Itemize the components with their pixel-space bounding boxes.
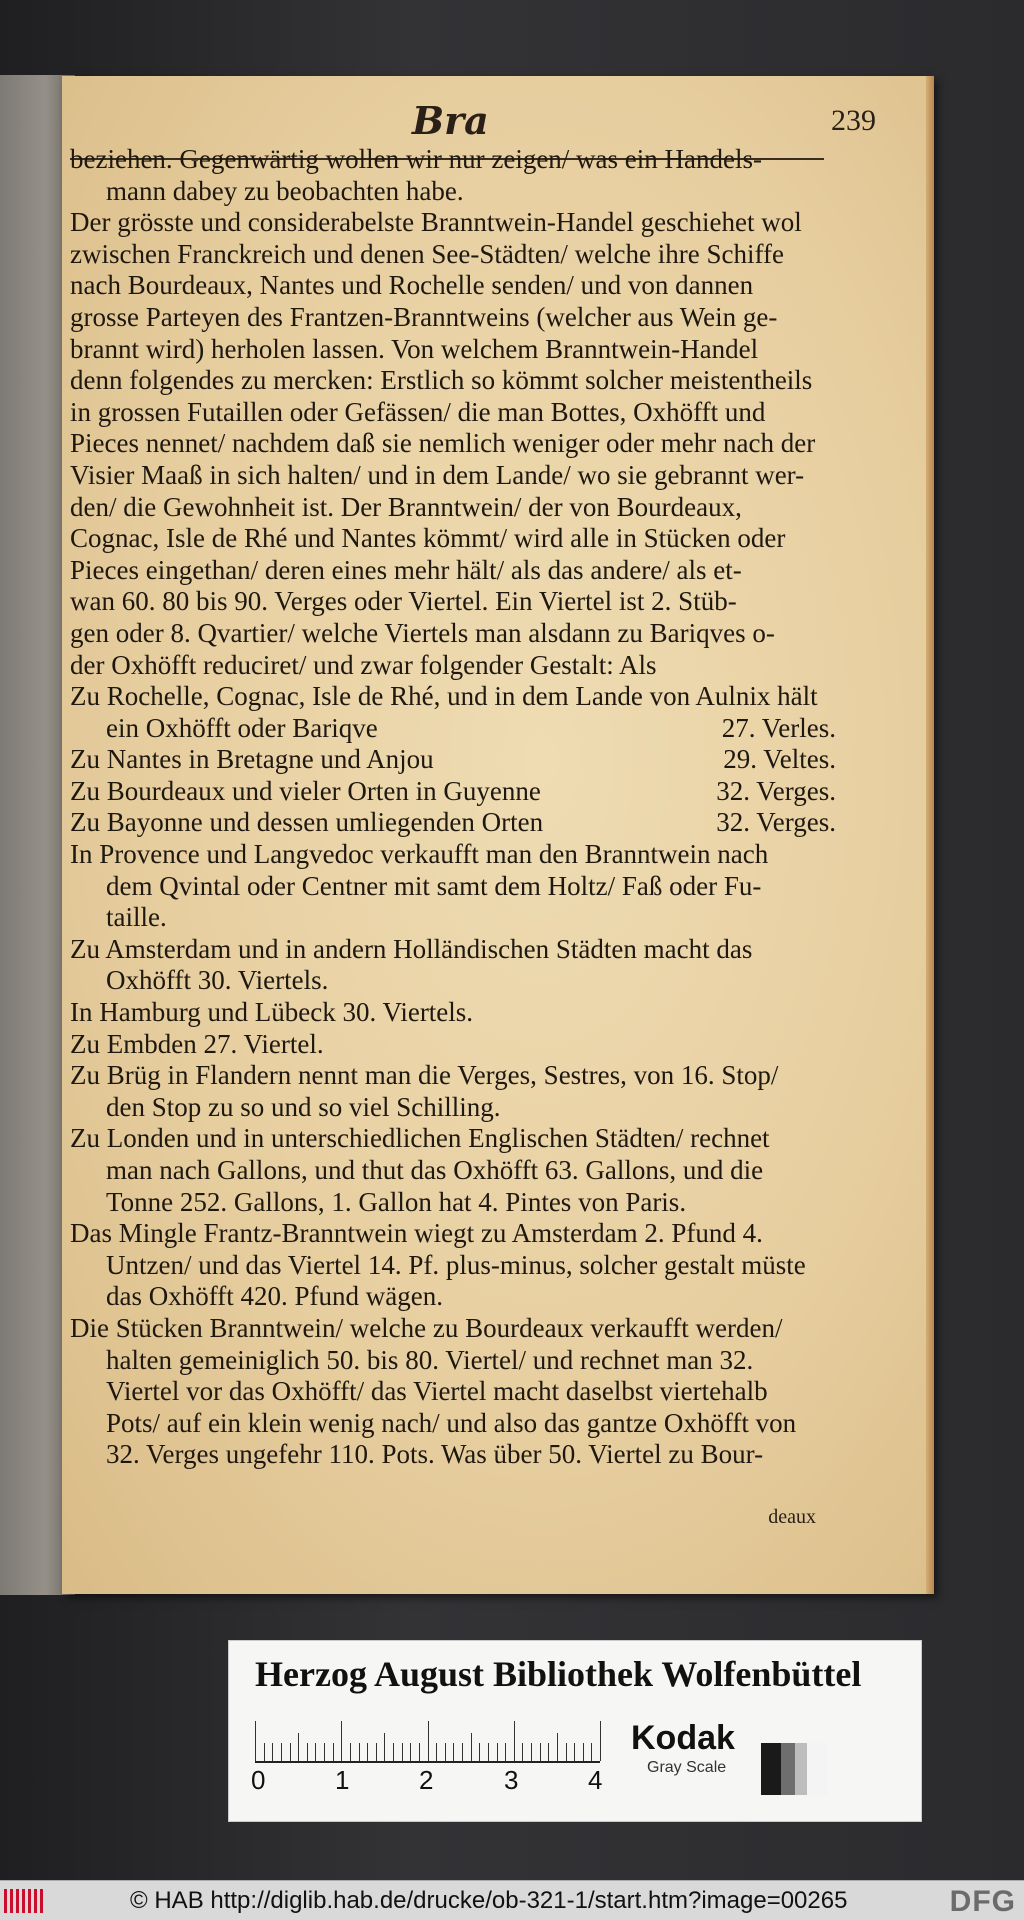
page-edge — [926, 76, 934, 1594]
text-line: Visier Maaß in sich halten/ und in dem Lande/ wo sie gebrannt wer- — [70, 459, 805, 490]
table-value: 27. Verles. — [721, 712, 836, 743]
text-line: Tonne 252. Gallons, 1. Gallon hat 4. Pintes von Paris. — [106, 1186, 687, 1217]
ruler-tick — [419, 1743, 420, 1761]
gray-swatch — [761, 1743, 781, 1795]
text-line: taille. — [106, 902, 167, 933]
ruler-tick — [505, 1743, 506, 1761]
text-line: Zu Amsterdam und in andern Holländischen Städten macht das — [70, 933, 753, 964]
ruler-tick — [428, 1721, 429, 1761]
running-head: Bra — [412, 98, 489, 143]
text-line: Pieces eingethan/ deren eines mehr hält/ als das andere/ als et- — [70, 554, 742, 585]
text-line: In Provence und Langvedoc verkaufft man den Branntwein nach — [70, 839, 769, 870]
dfg-logo: DFG — [949, 1885, 1016, 1918]
ruler-number: 1 — [335, 1765, 350, 1795]
ruler-tick — [376, 1743, 377, 1761]
text-line: Der grösste und considerabelste Branntwein-Handel geschiehet wol — [70, 207, 802, 238]
table-row — [70, 807, 840, 839]
table-row — [70, 776, 840, 808]
text-line: gen oder 8. Qvartier/ welche Viertels man alsdann zu Bariqves o- — [70, 617, 775, 648]
ruler-tick — [281, 1743, 282, 1761]
ruler-tick — [324, 1743, 325, 1761]
table-place: Zu Bayonne und dessen umliegenden Orten — [70, 807, 544, 838]
ruler-tick — [566, 1743, 567, 1761]
ruler-tick — [479, 1743, 480, 1761]
kodak-logo: Kodak — [631, 1719, 735, 1757]
ruler-tick — [462, 1743, 463, 1761]
text-line: Zu Embden 27. Viertel. — [70, 1028, 324, 1059]
text-line: In Hamburg und Lübeck 30. Viertels. — [70, 997, 474, 1028]
ruler-tick — [341, 1721, 342, 1761]
ruler-tick — [264, 1743, 265, 1761]
text-line: mann dabey zu beobachten habe. — [106, 175, 464, 206]
ruler-tick — [384, 1733, 385, 1761]
text-line: Zu Brüg in Flandern nennt man die Verges, Sestres, von 16. Stop/ — [70, 1060, 779, 1091]
ruler-tick — [307, 1743, 308, 1761]
gray-swatch — [807, 1743, 827, 1795]
text-line: Oxhöfft 30. Viertels. — [106, 965, 329, 996]
table-value: 32. Verges. — [716, 807, 836, 838]
text-line: Pieces nennet/ nachdem daß sie nemlich weniger oder mehr nach der — [70, 428, 816, 459]
ruler-tick — [548, 1743, 549, 1761]
ruler-tick — [410, 1743, 411, 1761]
ruler-tick — [272, 1743, 273, 1761]
table-value: 29. Veltes. — [723, 744, 836, 775]
footer-bar — [0, 1880, 1024, 1920]
text-line: denn folgendes zu mercken: Erstlich so kömmt solcher meistentheils — [70, 365, 813, 396]
book-page — [62, 76, 934, 1594]
text-line: den Stop zu so und so viel Schilling. — [106, 1091, 501, 1122]
ruler-tick — [436, 1743, 437, 1761]
ruler-tick — [445, 1743, 446, 1761]
table-place: Zu Bourdeaux und vieler Orten in Guyenne — [70, 775, 541, 806]
ruler-number: 3 — [504, 1765, 519, 1795]
ruler-tick — [453, 1743, 454, 1761]
ruler-tick — [298, 1733, 299, 1761]
barcode-icon — [4, 1889, 48, 1913]
ruler-tick — [531, 1743, 532, 1761]
ruler-tick — [359, 1743, 360, 1761]
text-line: Zu Londen und in unterschiedlichen Englischen Städten/ rechnet — [70, 1123, 770, 1154]
ruler-tick — [367, 1743, 368, 1761]
ruler-tick — [402, 1743, 403, 1761]
text-line: zwischen Franckreich und denen See-Städten/ welche ihre Schiffe — [70, 238, 784, 269]
gray-swatch — [781, 1743, 795, 1795]
ruler-tick — [591, 1743, 592, 1761]
ruler-tick — [333, 1743, 334, 1761]
ruler-tick — [522, 1743, 523, 1761]
text-line: Pots/ auf ein klein wenig nach/ und also das gantze Oxhöfft von — [106, 1407, 797, 1438]
ruler-tick — [557, 1733, 558, 1761]
ruler-tick — [497, 1743, 498, 1761]
text-line: Viertel vor das Oxhöfft/ das Viertel macht daselbst viertehalb — [106, 1376, 768, 1407]
color-reference-card — [228, 1640, 922, 1822]
page-header — [62, 98, 934, 148]
ruler-tick — [600, 1721, 601, 1761]
ruler-tick — [514, 1721, 515, 1761]
table-place: Zu Nantes in Bretagne und Anjou — [70, 744, 434, 775]
text-line: das Oxhöfft 420. Pfund wägen. — [106, 1281, 443, 1312]
text-line: Die Stücken Branntwein/ welche zu Bourdeaux verkaufft werden/ — [70, 1312, 783, 1343]
source-url[interactable]: © HAB http://diglib.hab.de/drucke/ob-321-1/start.htm?image=00265 — [130, 1887, 848, 1914]
text-line: den/ die Gewohnheit ist. Der Branntwein/ der von Bourdeaux, — [70, 491, 742, 522]
ruler-tick — [471, 1733, 472, 1761]
gray-scale-label: Gray Scale — [647, 1759, 727, 1776]
text-line: Cognac, Isle de Rhé und Nantes kömmt/ wird alle in Stücken oder — [70, 523, 786, 554]
text-line: 32. Verges ungefehr 110. Pots. Was über 50. Viertel zu Bour- — [106, 1439, 764, 1470]
text-line: brannt wird) herholen lassen. Von welchem Branntwein-Handel — [70, 333, 759, 364]
ruler-tick — [255, 1721, 256, 1761]
table-value: 32. Verges. — [716, 775, 836, 806]
text-line: grosse Parteyen des Frantzen-Branntweins (welcher aus Wein ge- — [70, 301, 778, 332]
ruler-tick — [290, 1743, 291, 1761]
scale-ruler — [255, 1719, 600, 1763]
page-number: 239 — [831, 104, 876, 137]
ruler-tick — [315, 1743, 316, 1761]
ruler-number: 2 — [419, 1765, 434, 1795]
text-line: in grossen Futaillen oder Gefässen/ die man Bottes, Oxhöfft und — [70, 396, 766, 427]
gray-swatch — [795, 1743, 807, 1795]
ruler-number: 0 — [251, 1765, 266, 1795]
ruler-tick — [350, 1743, 351, 1761]
ruler-tick — [540, 1743, 541, 1761]
ruler-tick — [488, 1743, 489, 1761]
text-line: beziehen. Gegenwärtig wollen wir nur zeigen/ was ein Handels- — [70, 144, 762, 174]
page-text — [70, 144, 840, 1471]
ruler-number: 4 — [588, 1765, 603, 1795]
ruler-tick — [583, 1743, 584, 1761]
text-line: Das Mingle Frantz-Branntwein wiegt zu Amsterdam 2. Pfund 4. — [70, 1218, 763, 1249]
text-line: wan 60. 80 bis 90. Verges oder Viertel. Ein Viertel ist 2. Stüb- — [70, 586, 737, 617]
table-row — [70, 744, 840, 776]
table-row — [70, 681, 840, 713]
ruler-tick — [393, 1743, 394, 1761]
text-line: Untzen/ und das Viertel 14. Pf. plus-minus, solcher gestalt müste — [106, 1249, 806, 1280]
table-place: Zu Rochelle, Cognac, Isle de Rhé, und in dem Lande von Aulnix hält — [70, 681, 818, 712]
text-line: dem Qvintal oder Centner mit samt dem Holtz/ Faß oder Fu- — [106, 870, 762, 901]
table-value — [836, 681, 840, 713]
table-place: ein Oxhöfft oder Bariqve — [106, 712, 378, 743]
ruler-tick — [574, 1743, 575, 1761]
catchword: deaux — [768, 1506, 816, 1528]
text-line: der Oxhöfft reduciret/ und zwar folgender Gestalt: Als — [70, 649, 657, 680]
library-title: Herzog August Bibliothek Wolfenbüttel — [255, 1654, 862, 1694]
text-line: nach Bourdeaux, Nantes und Rochelle senden/ und von dannen — [70, 270, 754, 301]
text-line: man nach Gallons, und thut das Oxhöfft 63. Gallons, und die — [106, 1155, 764, 1185]
text-line: halten gemeiniglich 50. bis 80. Viertel/ und rechnet man 32. — [106, 1344, 754, 1375]
table-row — [70, 713, 840, 745]
